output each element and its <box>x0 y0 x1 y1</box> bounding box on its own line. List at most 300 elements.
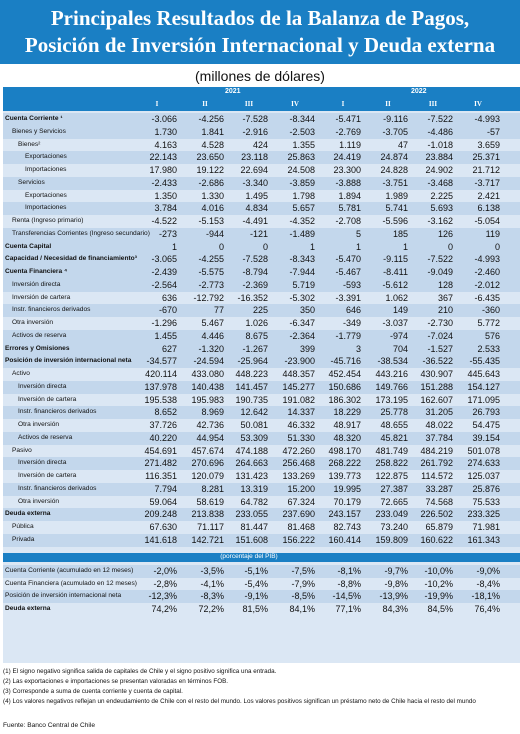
value-cell: -9.115 <box>383 254 408 265</box>
value-cell: -8,5% <box>291 591 315 601</box>
value-cell: 2.533 <box>477 343 500 354</box>
value-cell: 2.225 <box>430 190 453 201</box>
row-label: Instr. financieros derivados <box>12 306 91 314</box>
value-cell: 37.726 <box>149 420 177 430</box>
value-cell: -34.577 <box>146 356 177 367</box>
value-cell: 1 <box>309 241 315 252</box>
table-row <box>3 317 520 330</box>
value-cell: -10,0% <box>424 566 453 576</box>
value-cell: -2,8% <box>153 578 177 589</box>
table-row <box>3 603 520 616</box>
value-cell: -1.779 <box>335 330 361 341</box>
value-cell: 627 <box>161 343 177 354</box>
value-cell: -5,4% <box>244 578 268 589</box>
value-cell: 133.269 <box>282 471 315 481</box>
value-cell: 154.127 <box>467 381 500 392</box>
value-cell: -8,1% <box>337 566 361 576</box>
table-row <box>3 253 520 266</box>
value-cell: 443.216 <box>375 369 408 379</box>
value-cell: 59.064 <box>149 496 177 507</box>
value-cell: 48.320 <box>333 432 361 443</box>
row-label: Servicios <box>18 178 45 186</box>
value-cell: 704 <box>392 343 408 354</box>
value-cell: 67.630 <box>149 522 177 532</box>
value-cell: 23.884 <box>425 152 453 163</box>
value-cell: -7.528 <box>242 114 268 124</box>
value-cell: 209.248 <box>144 509 177 520</box>
value-cell: -2.769 <box>335 126 361 137</box>
value-cell: -9,1% <box>244 591 268 601</box>
value-cell: -2.460 <box>474 267 500 277</box>
value-cell: 22.694 <box>240 165 268 175</box>
value-cell: -4.993 <box>474 254 500 265</box>
value-cell: 150.686 <box>328 381 361 392</box>
value-cell: 14.337 <box>287 407 315 418</box>
value-cell: 81,5% <box>242 603 268 614</box>
row-label: Pasivo <box>12 446 32 454</box>
value-cell: 131.423 <box>235 471 268 481</box>
value-cell: -3.065 <box>151 254 177 265</box>
value-cell: 258.822 <box>375 458 408 469</box>
value-cell: -16.352 <box>237 292 268 303</box>
value-cell: -23.900 <box>284 356 315 367</box>
value-cell: -7,5% <box>291 566 315 576</box>
value-cell: 452.454 <box>328 369 361 379</box>
value-cell: 1.730 <box>154 126 177 137</box>
value-cell: 137.978 <box>144 381 177 392</box>
value-cell: 48.917 <box>333 420 361 430</box>
row-label: Inversión de cartera <box>18 472 77 479</box>
value-cell: 81.468 <box>287 522 315 532</box>
footnote: (1) El signo negativo significa salida de capitales de Chile y el signo positivo significa una entrada. <box>3 668 277 675</box>
table-row <box>3 578 520 591</box>
value-cell: -3.705 <box>382 126 408 137</box>
value-cell: -8.344 <box>289 114 315 124</box>
value-cell: 161.343 <box>467 534 500 545</box>
value-cell: -7.944 <box>289 267 315 277</box>
value-cell: -38.534 <box>377 356 408 367</box>
value-cell: -7.522 <box>427 114 453 124</box>
value-cell: 1 <box>171 241 177 252</box>
value-cell: 139.773 <box>328 471 361 481</box>
value-cell: 256.468 <box>282 458 315 469</box>
value-cell: 3 <box>355 343 361 354</box>
value-cell: -10,2% <box>424 578 453 589</box>
value-cell: -19,9% <box>424 591 453 601</box>
value-cell: 8.675 <box>245 330 268 341</box>
value-cell: -4.486 <box>427 126 453 137</box>
row-label: Inversión directa <box>18 459 67 467</box>
value-cell: -3.391 <box>335 292 361 303</box>
value-cell: -2.564 <box>151 279 177 290</box>
pib-band <box>3 553 520 562</box>
row-label: Activos de reserva <box>18 433 73 441</box>
row-label: Posición de inversión internacional neta <box>5 592 122 599</box>
value-cell: 3.784 <box>154 203 177 214</box>
value-cell: 448.357 <box>282 369 315 379</box>
value-cell: -2.012 <box>474 279 500 290</box>
value-cell: 126 <box>437 228 453 239</box>
value-cell: 4.446 <box>201 330 224 341</box>
value-cell: -14,5% <box>332 591 361 601</box>
value-cell: 140.438 <box>191 381 224 392</box>
value-cell: 5 <box>355 228 361 239</box>
value-cell: -8.411 <box>383 267 408 277</box>
value-cell: 21.712 <box>472 165 500 175</box>
row-label: Bienes y Servicios <box>12 127 66 135</box>
value-cell: 48.022 <box>425 420 453 430</box>
value-cell: 160.414 <box>328 534 361 545</box>
value-cell: -3.717 <box>474 177 500 188</box>
value-cell: 367 <box>437 292 453 303</box>
value-cell: 116.351 <box>145 471 177 481</box>
row-label: Importaciones <box>25 204 67 212</box>
value-cell: 141.618 <box>144 534 177 545</box>
value-cell: 24.828 <box>380 165 408 175</box>
table-row <box>3 496 520 509</box>
value-cell: 274.633 <box>467 458 500 469</box>
value-cell: 53.309 <box>240 432 268 443</box>
value-cell: -1.320 <box>198 343 224 354</box>
value-cell: -1.489 <box>289 228 315 239</box>
quarter-header: II <box>385 100 391 108</box>
value-cell: -121 <box>249 228 268 239</box>
value-cell: -5.471 <box>335 114 361 124</box>
value-cell: 50.081 <box>240 420 268 430</box>
value-cell: 151.608 <box>235 534 268 545</box>
value-cell: 81.447 <box>240 522 268 532</box>
value-cell: 576 <box>484 330 500 341</box>
value-cell: -8,8% <box>337 578 361 589</box>
value-cell: -57 <box>486 126 500 137</box>
row-label: Deuda externa <box>5 604 51 612</box>
row-label: Capacidad / Necesidad de financiamiento³ <box>5 255 137 263</box>
value-cell: 76,4% <box>474 603 500 614</box>
value-cell: 46.332 <box>287 420 315 430</box>
value-cell: 210 <box>437 305 453 316</box>
value-cell: 122.875 <box>375 471 408 481</box>
table-row <box>3 215 520 228</box>
value-cell: -4.522 <box>151 216 177 226</box>
value-cell: -2.364 <box>289 330 315 341</box>
value-cell: 5.741 <box>385 203 408 214</box>
row-label: Instr. financieros derivados <box>18 408 97 416</box>
value-cell: 8.281 <box>201 483 224 494</box>
value-cell: 4.016 <box>201 203 224 214</box>
table-row <box>3 406 520 419</box>
value-cell: 261.792 <box>420 458 453 469</box>
table-row <box>3 381 520 394</box>
value-cell: 84,1% <box>289 603 315 614</box>
value-cell: -5.612 <box>382 279 408 290</box>
quarter-header: III <box>428 100 438 108</box>
table-row <box>3 445 520 458</box>
value-cell: -7.522 <box>427 254 453 265</box>
value-cell: -8.343 <box>289 254 315 265</box>
value-cell: -1.527 <box>427 343 453 354</box>
row-label: Inversión de cartera <box>18 395 77 403</box>
value-cell: -3.468 <box>427 177 453 188</box>
value-cell: -349 <box>342 318 361 328</box>
value-cell: 195.983 <box>191 394 224 405</box>
value-cell: 472.260 <box>282 445 315 456</box>
value-cell: 71.981 <box>472 522 500 532</box>
table-row <box>3 279 520 292</box>
value-cell: 195.538 <box>144 394 177 405</box>
value-cell: -9,8% <box>384 578 408 589</box>
value-cell: 45.821 <box>380 432 408 443</box>
value-cell: 226.502 <box>420 509 453 520</box>
value-cell: 173.195 <box>375 394 408 405</box>
table-row <box>3 202 520 215</box>
value-cell: 27.387 <box>380 483 408 494</box>
value-cell: 77 <box>213 305 224 316</box>
value-cell: -9.049 <box>427 267 453 277</box>
value-cell: 445.643 <box>467 369 500 379</box>
row-label: Exportaciones <box>25 191 67 199</box>
value-cell: -25.964 <box>237 356 268 367</box>
table-row <box>3 126 520 139</box>
table-row <box>3 394 520 407</box>
value-cell: 159.809 <box>375 534 408 545</box>
value-cell: -2.916 <box>242 126 268 137</box>
table-row <box>3 113 520 126</box>
year-label-2022: 2022 <box>411 88 427 95</box>
value-cell: 42.736 <box>196 420 224 430</box>
value-cell: 636 <box>161 292 177 303</box>
value-cell: 26.793 <box>472 407 500 418</box>
value-cell: 233.055 <box>235 509 268 520</box>
table-row <box>3 190 520 203</box>
value-cell: 25.863 <box>287 152 315 163</box>
table-row <box>3 304 520 317</box>
value-cell: 433.080 <box>191 369 224 379</box>
value-cell: 1.350 <box>154 190 177 201</box>
value-cell: 1 <box>402 241 408 252</box>
row-label: Activos de reserva <box>12 331 67 339</box>
table-row <box>3 534 520 547</box>
value-cell: 25.876 <box>472 483 500 494</box>
value-cell: 120.079 <box>191 471 224 481</box>
row-label: Cuenta Financiera (acumulado en 12 meses) <box>5 579 137 587</box>
value-cell: 19.122 <box>196 165 224 175</box>
value-cell: 243.157 <box>328 509 361 520</box>
value-cell: 1.495 <box>245 190 268 201</box>
row-label: Cuenta Corriente (acumulado en 12 meses) <box>5 567 134 574</box>
row-label: Cuenta Corriente ¹ <box>5 115 63 122</box>
value-cell: 1.841 <box>201 126 224 137</box>
value-cell: -4.256 <box>198 114 224 124</box>
title-line-1: Principales Resultados de la Balanza de Pagos, <box>50 6 470 30</box>
title-banner <box>0 0 520 64</box>
value-cell: -8.794 <box>242 267 268 277</box>
value-cell: 8.969 <box>201 407 224 418</box>
pib-label: (porcentaje del PIB) <box>220 553 278 560</box>
value-cell: 84,5% <box>427 603 453 614</box>
value-cell: 1 <box>355 241 361 252</box>
value-cell: -2,0% <box>153 566 177 576</box>
value-cell: 2.421 <box>477 190 500 201</box>
value-cell: 40.220 <box>149 432 177 443</box>
value-cell: 1.062 <box>385 292 408 303</box>
value-cell: -5.302 <box>289 292 315 303</box>
table-row <box>3 139 520 152</box>
results-table <box>3 87 520 663</box>
value-cell: -593 <box>342 279 361 290</box>
value-cell: 6.138 <box>477 203 500 214</box>
row-label: Inversión directa <box>12 280 61 288</box>
row-label: Inversión directa <box>18 382 67 390</box>
value-cell: 24.508 <box>287 165 315 175</box>
value-cell: 141.457 <box>235 381 268 392</box>
value-cell: -5,1% <box>244 566 268 576</box>
value-cell: -3.751 <box>382 177 408 188</box>
table-row <box>3 330 520 343</box>
value-cell: -7.528 <box>242 254 268 265</box>
value-cell: 474.188 <box>235 445 268 456</box>
value-cell: 5.781 <box>338 203 361 214</box>
value-cell: 454.691 <box>144 445 177 456</box>
value-cell: -55.435 <box>469 356 500 367</box>
value-cell: 12.642 <box>240 407 268 418</box>
value-cell: -9,0% <box>476 566 500 576</box>
value-cell: 1.119 <box>339 139 361 150</box>
value-cell: -9.116 <box>383 114 408 124</box>
value-cell: 17.980 <box>149 165 177 175</box>
table-row <box>3 151 520 164</box>
value-cell: -8,3% <box>200 591 224 601</box>
value-cell: 457.674 <box>191 445 224 456</box>
value-cell: -4.352 <box>289 216 315 226</box>
value-cell: -4,1% <box>200 578 224 589</box>
value-cell: 37.784 <box>425 432 453 443</box>
value-cell: -5.575 <box>198 267 224 277</box>
table-row <box>3 292 520 305</box>
value-cell: 5.657 <box>292 203 315 214</box>
value-cell: 22.143 <box>149 152 177 163</box>
value-cell: 74,2% <box>151 603 177 614</box>
value-cell: 18.229 <box>333 407 361 418</box>
value-cell: 5.693 <box>430 203 453 214</box>
value-cell: -6.435 <box>474 292 500 303</box>
value-cell: 233.325 <box>467 509 500 520</box>
value-cell: 70.179 <box>333 496 361 507</box>
value-cell: 25.778 <box>380 407 408 418</box>
value-cell: -4.993 <box>474 114 500 124</box>
value-cell: 1.330 <box>201 190 224 201</box>
value-cell: 31.205 <box>425 407 453 418</box>
value-cell: -7,9% <box>291 578 315 589</box>
value-cell: -5.596 <box>382 216 408 226</box>
row-label: Pública <box>12 523 34 530</box>
value-cell: 1.894 <box>338 190 361 201</box>
value-cell: 128 <box>437 279 453 290</box>
value-cell: 399 <box>299 343 315 354</box>
value-cell: 233.049 <box>375 509 408 520</box>
footnote: (3) Corresponde a suma de cuenta corriente y cuenta de capital. <box>3 688 183 695</box>
value-cell: 5.772 <box>477 318 500 328</box>
value-cell: 51.330 <box>287 432 315 443</box>
value-cell: 142.721 <box>191 534 224 545</box>
value-cell: -273 <box>158 228 177 239</box>
row-label: Deuda externa <box>5 510 51 518</box>
value-cell: 72,2% <box>198 603 224 614</box>
table-row <box>3 241 520 254</box>
value-cell: -3.340 <box>242 177 268 188</box>
value-cell: 501.078 <box>467 445 500 456</box>
value-cell: 430.907 <box>420 369 453 379</box>
quarter-header: IV <box>291 100 299 108</box>
value-cell: 25.371 <box>472 152 500 163</box>
value-cell: -974 <box>389 330 408 341</box>
value-cell: 119 <box>485 228 500 239</box>
value-cell: -3.066 <box>151 114 177 124</box>
value-cell: -18,1% <box>471 591 500 601</box>
value-cell: 3.659 <box>477 139 500 150</box>
value-cell: -2.686 <box>198 177 224 188</box>
quarter-header: I <box>341 100 345 108</box>
value-cell: 7.794 <box>154 483 177 494</box>
value-cell: 13.319 <box>240 483 268 494</box>
value-cell: -4.255 <box>198 254 224 265</box>
value-cell: -9,7% <box>384 566 408 576</box>
value-cell: 264.663 <box>235 458 268 469</box>
value-cell: -360 <box>481 305 500 316</box>
value-cell: 5.467 <box>201 318 224 328</box>
value-cell: 498.170 <box>328 445 361 456</box>
value-cell: 24.902 <box>425 165 453 175</box>
table-row <box>3 164 520 177</box>
value-cell: 4.528 <box>201 139 224 150</box>
row-label: Transferencias Corrientes (Ingreso secundario) <box>12 229 150 237</box>
table-row <box>3 565 520 578</box>
table-row <box>3 228 520 241</box>
value-cell: 71.117 <box>197 522 224 532</box>
table-header-band <box>3 87 520 111</box>
value-cell: 448.223 <box>235 369 268 379</box>
value-cell: -5.054 <box>474 216 500 226</box>
value-cell: 24.874 <box>380 152 408 163</box>
value-cell: -1.296 <box>151 318 177 328</box>
quarter-header: IV <box>474 100 482 108</box>
value-cell: 160.622 <box>420 534 453 545</box>
value-cell: 420.114 <box>145 369 177 379</box>
value-cell: 0 <box>262 241 268 252</box>
value-cell: 171.095 <box>467 394 500 405</box>
row-label: Cuenta Financiera ⁴ <box>5 268 68 275</box>
value-cell: 1.989 <box>385 190 408 201</box>
value-cell: -2.439 <box>151 267 177 277</box>
row-label: Privada <box>12 535 35 543</box>
value-cell: -12,3% <box>148 591 177 601</box>
value-cell: -1.018 <box>427 139 453 150</box>
value-cell: -3.162 <box>427 216 453 226</box>
value-cell: 72.665 <box>380 496 408 507</box>
footnotes <box>3 667 520 707</box>
value-cell: 271.482 <box>144 458 177 469</box>
table-row <box>3 508 520 521</box>
value-cell: 237.690 <box>282 509 315 520</box>
value-cell: -944 <box>205 228 224 239</box>
value-cell: 1.455 <box>154 330 177 341</box>
row-label: Renta (Ingreso primario) <box>12 217 84 224</box>
value-cell: 47 <box>397 139 408 150</box>
table-row <box>3 368 520 381</box>
value-cell: 125.037 <box>467 471 500 481</box>
source-note: Fuente: Banco Central de Chile <box>3 722 96 729</box>
table-row <box>3 343 520 356</box>
value-cell: 15.200 <box>287 483 315 494</box>
